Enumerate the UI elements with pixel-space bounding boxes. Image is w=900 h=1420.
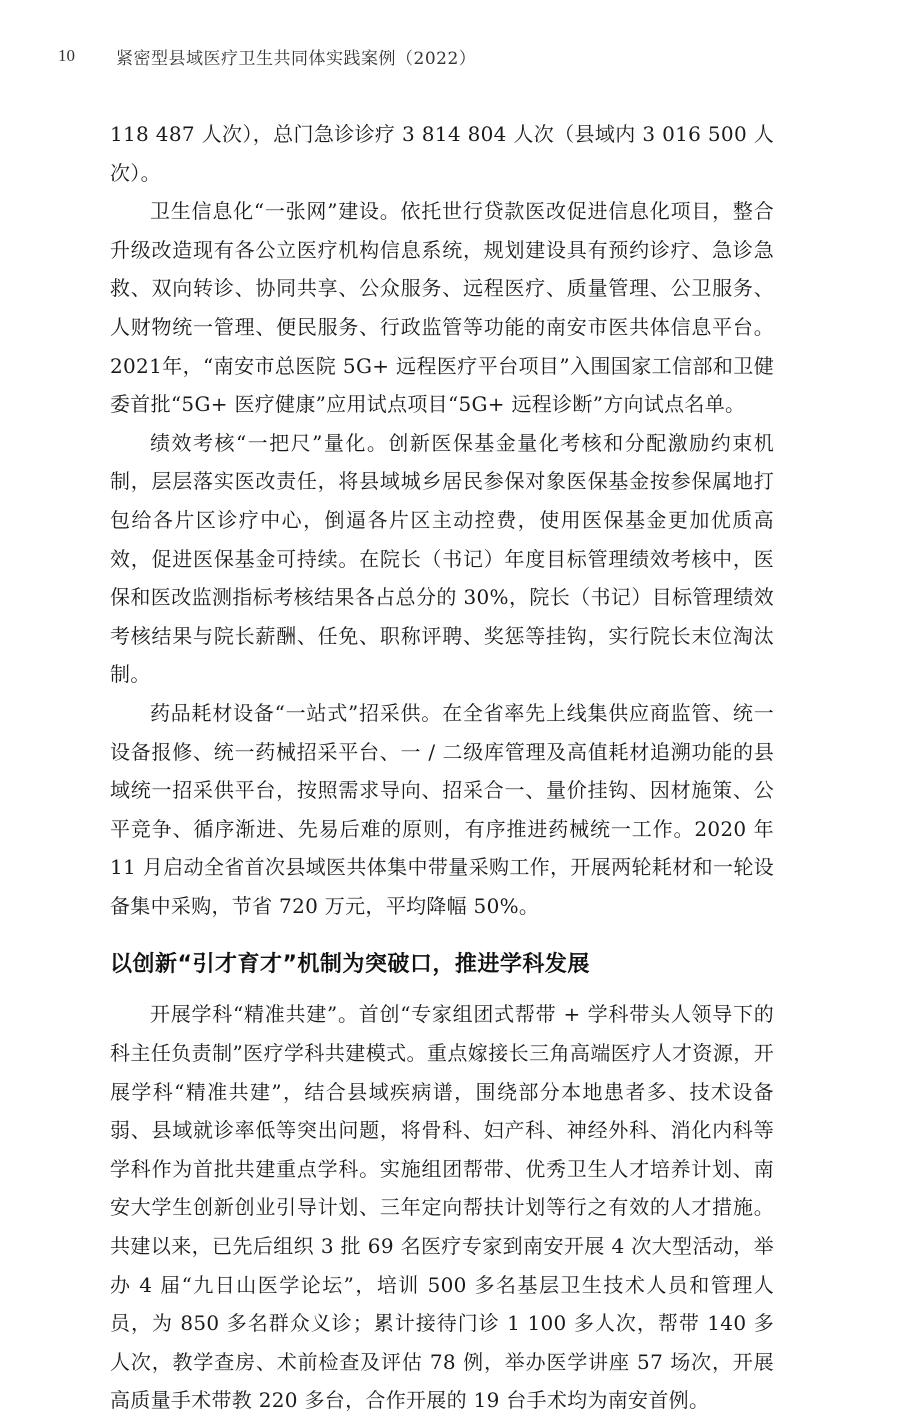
section-heading: 以创新“引才育才”机制为突破口，推进学科发展 <box>110 952 590 978</box>
paragraph-performance-assessment: 绩效考核“一把尺”量化。创新医保基金量化考核和分配激励约束机制，层层落实医改责任，将县域城乡居民参保对象医保基金按参保属地打包给各片区诊疗中心，倒逼各片区主动控费，使用医保基金更加优质高效，促进医保基金可持续。在院长（书记）年度目标管理绩效考核中，医保和医改监测指标考核结果各占总分的 30%，院长（书记）目标管理绩效考核结果与院长薪酬、任免、职称评聘、奖惩等挂钩，实行院长末位淘汰制。 <box>110 430 774 687</box>
running-header <box>58 42 476 70</box>
body-text <box>110 115 774 1420</box>
paragraph-procurement: 药品耗材设备“一站式”招采供。在全省率先上线集供应商监管、统一设备报修、统一药械招采平台、一 / 二级库管理及高值耗材追溯功能的县域统一招采供平台，按照需求导向、招采合一、量价挂钩、因材施策、公平竞争、循序渐进、先易后难的原则，有序推进药械统一工作。2020 年 11 月启动全省首次县域医共体集中带量采购工作，开展两轮耗材和一轮设备集中采购，节省 720 万元，平均降幅 50%。 <box>110 700 774 918</box>
running-header-title: 紧密型县域医疗卫生共同体实践案例（2022） <box>116 48 477 69</box>
paragraph-continuation: 118 487 人次），总门急诊诊疗 3 814 804 人次（县域内 3 016 500 人次）。 <box>110 122 774 185</box>
paragraph-information-network: 卫生信息化“一张网”建设。依托世行贷款医改促进信息化项目，整合升级改造现有各公立医疗机构信息系统，规划建设具有预约诊疗、急诊急救、双向转诊、协同共享、公众服务、远程医疗、质量管理、公卫服务、人财物统一管理、便民服务、行政监管等功能的南安市医共体信息平台。2021年，“南安市总医院 5G+ 远程医疗平台项目”入围国家工信部和卫健委首批“5G+ 医疗健康”应用试点项目“5G+ 远程诊断”方向试点名单。 <box>110 199 774 417</box>
page-number: 10 <box>58 46 75 65</box>
paragraph-discipline-building: 开展学科“精准共建”。首创“专家组团式帮带 + 学科带头人领导下的科主任负责制”医疗学科共建模式。重点嫁接长三角高端医疗人才资源，开展学科“精准共建”，结合县域疾病谱，围绕部分本地患者多、技术设备弱、县域就诊率低等突出问题，将骨科、妇产科、神经外科、消化内科等学科作为首批共建重点学科。实施组团帮带、优秀卫生人才培养计划、南安大学生创新创业引导计划、三年定向帮扶计划等行之有效的人才措施。共建以来，已先后组织 3 批 69 名医疗专家到南安开展 4 次大型活动，举办 4 届“九日山医学论坛”，培训 500 多名基层卫生技术人员和管理人员，为 850 多名群众义诊；累计接待门诊 1 100 多人次，帮带 140 多人次，教学查房、术前检查及评估 78 例，举办医学讲座 57 场次，开展高质量手术带教 220 多台，合作开展的 19 台手术均为南安首例。 <box>110 1002 774 1413</box>
